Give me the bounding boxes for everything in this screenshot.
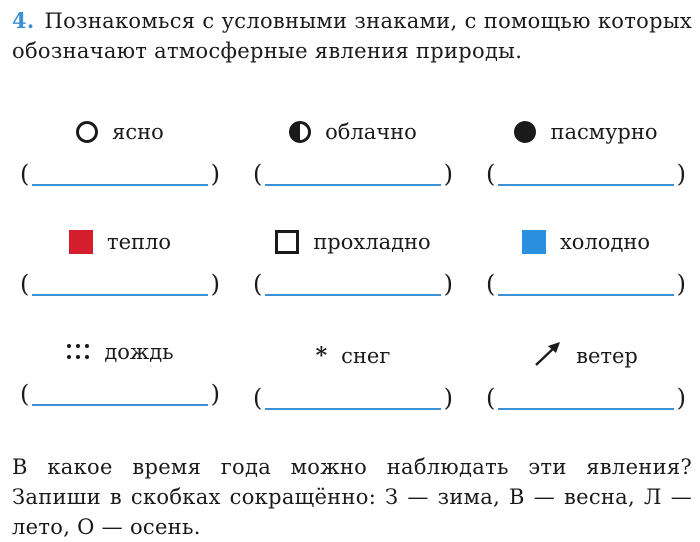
symbol-label: ветер bbox=[576, 344, 638, 368]
symbol-label: холодно bbox=[559, 230, 651, 254]
close-paren: ) bbox=[210, 270, 220, 298]
close-paren: ) bbox=[210, 160, 220, 188]
open-paren: ( bbox=[20, 160, 30, 188]
answer-line bbox=[265, 408, 441, 410]
symbol-label: облачно bbox=[325, 120, 417, 144]
symbol-card-warm bbox=[20, 226, 220, 306]
answer-line bbox=[498, 184, 674, 186]
empty-circle-icon bbox=[76, 121, 98, 143]
red-square-icon bbox=[69, 230, 93, 254]
snow-asterisk-icon: * bbox=[315, 343, 328, 369]
symbol-label: пасмурно bbox=[550, 120, 658, 144]
open-paren: ( bbox=[20, 380, 30, 408]
answer-line bbox=[498, 294, 674, 296]
open-paren: ( bbox=[486, 160, 496, 188]
close-paren: ) bbox=[443, 384, 453, 412]
symbol-card-snow bbox=[253, 340, 453, 420]
answer-field[interactable] bbox=[20, 270, 220, 300]
close-paren: ) bbox=[443, 270, 453, 298]
wind-arrow-icon bbox=[534, 341, 562, 371]
close-paren: ) bbox=[676, 160, 686, 188]
answer-field[interactable] bbox=[486, 270, 686, 300]
symbol-card-cold bbox=[486, 226, 686, 306]
symbol-label: снег bbox=[341, 344, 391, 368]
answer-line bbox=[32, 294, 208, 296]
answer-line bbox=[265, 294, 441, 296]
answer-line bbox=[498, 408, 674, 410]
close-paren: ) bbox=[676, 384, 686, 412]
open-paren: ( bbox=[253, 270, 263, 298]
rain-dots-icon bbox=[66, 343, 90, 361]
answer-field[interactable] bbox=[253, 160, 453, 190]
symbol-card-wind bbox=[486, 340, 686, 420]
answer-field[interactable] bbox=[253, 384, 453, 414]
open-paren: ( bbox=[253, 160, 263, 188]
symbol-card-cool bbox=[253, 226, 453, 306]
open-paren: ( bbox=[253, 384, 263, 412]
answer-field[interactable] bbox=[253, 270, 453, 300]
symbol-card-rain bbox=[20, 336, 220, 416]
answer-field[interactable] bbox=[20, 380, 220, 410]
task-text: Познакомься с условными знаками, с помощью которых обозначают атмосферные явления природы. bbox=[12, 9, 692, 63]
filled-circle-icon bbox=[514, 121, 536, 143]
empty-square-icon bbox=[275, 230, 299, 254]
answer-field[interactable] bbox=[486, 160, 686, 190]
question-text: В какое время года можно наблюдать эти явления? Запиши в скобках сокращённо: З — зима, В — весна, Л — лето, О — осень. bbox=[12, 455, 692, 539]
open-paren: ( bbox=[486, 270, 496, 298]
symbol-card-clear bbox=[20, 116, 220, 196]
symbol-label: прохладно bbox=[313, 230, 431, 254]
answer-field[interactable] bbox=[20, 160, 220, 190]
task-number: 4. bbox=[12, 8, 35, 33]
symbol-card-overcast bbox=[486, 116, 686, 196]
answer-field[interactable] bbox=[486, 384, 686, 414]
open-paren: ( bbox=[20, 270, 30, 298]
close-paren: ) bbox=[210, 380, 220, 408]
answer-line bbox=[32, 404, 208, 406]
answer-line bbox=[32, 184, 208, 186]
symbol-label: дождь bbox=[104, 340, 174, 364]
half-filled-circle-icon bbox=[289, 121, 311, 143]
answer-line bbox=[265, 184, 441, 186]
symbol-label: тепло bbox=[106, 230, 172, 254]
close-paren: ) bbox=[443, 160, 453, 188]
open-paren: ( bbox=[486, 384, 496, 412]
task-intro bbox=[12, 6, 692, 66]
symbol-label: ясно bbox=[112, 120, 164, 144]
blue-square-icon bbox=[522, 230, 546, 254]
close-paren: ) bbox=[676, 270, 686, 298]
symbol-card-cloudy bbox=[253, 116, 453, 196]
